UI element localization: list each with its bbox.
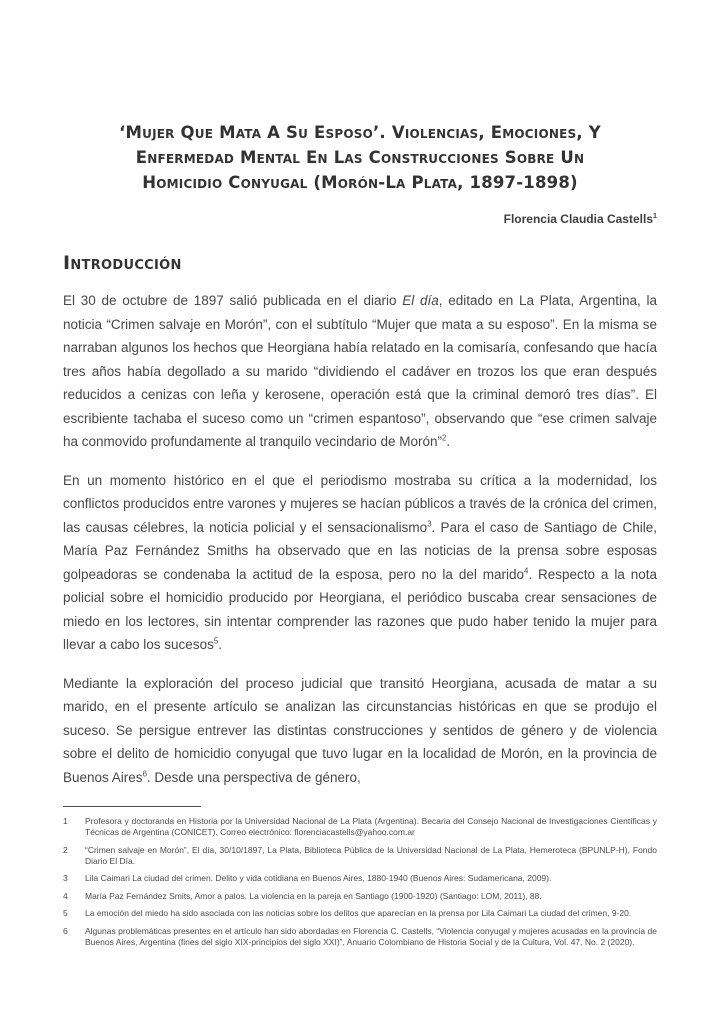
footnote-number: 6 [63, 925, 68, 936]
footnote-5 [63, 908, 657, 919]
article-title [70, 120, 650, 195]
footnote-number: 1 [63, 816, 68, 826]
footnote-number: 2 [63, 844, 68, 855]
footnote-3 [63, 873, 657, 884]
footnote-text: María Paz Fernández Smits, Amor a palos. La violencia en la pareja en Santiago (1900-1920) (Santiago: LOM, 2011), 88. [85, 890, 542, 901]
footnote-text: “Crimen salvaje en Morón”, El día, 30/10/1897, La Plata, Biblioteca Pública de la Universidad Nacional de La Plata, Hemeroteca (BPUNLP-H), Fondo Diario El Día. [85, 844, 657, 866]
footnote-6 [63, 926, 657, 948]
footnote-2 [63, 845, 657, 867]
author-byline [63, 211, 657, 226]
paragraph-1: El 30 de octubre de 1897 salió publicada en el diario El día, editado en La Plata, Argentina, la noticia “Crimen salvaje en Morón”, con el subtítulo “Mujer que mata a su esposo”. En la misma se narraban algunos los hechos que Heorgiana había relatado en la comisaría, confesando que hacía tres años había degollado a su marido “dividiendo el cadáver en trozos los que eran después reducidos a cenizas con leña y kerosene, operación está que la criminal demoró tres días”. El escribiente tachaba el suceso como un “crimen espantoso”, observando que “ese crimen salvaje ha conmovido profundamente al tranquilo vecindario de Morón”$^2$. [63, 293, 657, 449]
footnote-number: 5 [63, 908, 68, 918]
footnote-text: Lila Caimari La ciudad del crimen. Delito y vida cotidiana en Buenos Aires, 1880-1940 (Buenos Aires: Sudamericana, 2009). [85, 873, 552, 883]
title-line-3: Homicidio Conyugal (Morón-La Plata, 1897-1898) [142, 173, 578, 192]
footnote-number: 3 [63, 873, 68, 883]
paragraph-3: Mediante la exploración del proceso judicial que transitó Heorgiana, acusada de matar a su marido, en el presente artículo se analizan las circunstancias históricas en que se produjo el suceso. Se persigue entrever las distintas construcciones y sentidos de género y de violencia sobre el delito de homicidio conyugal que tuvo lugar en la localidad de Morón, en la provincia de Buenos Aires$^6$. Desde una perspectiva de género, [63, 675, 657, 785]
footnote-separator [63, 806, 201, 807]
paragraph-2: En un momento histórico en el que el periodismo mostraba su crítica a la modernidad, los conflictos producidos entre varones y mujeres se hacían públicos a través de la crónica del crimen, las causas célebres, la noticia policial y el sensacionalismo$^3$. Para el caso de Santiago de Chile, María Paz Fernández Smiths ha observado que en las noticias de la prensa sobre esposas golpeadoras se condenaba la actitud de la esposa, pero no la del marido$^4$. Respecto a la nota policial sobre el homicidio producido por Heorgiana, el periódico buscaba crear sensaciones de miedo en los lectores, sin intentar comprender las razones que pudo haber tenido la mujer para llevar a cabo los sucesos$^5$. [63, 472, 657, 652]
footnote-number: 4 [63, 890, 68, 901]
author-footnote-ref: 1 [653, 211, 657, 220]
footnote-text: La emoción del miedo ha sido asociada con las noticias sobre los delitos que aparecían en la prensa por Lila Caimari La ciudad del crimen, 9-20. [85, 908, 632, 918]
footnote-4 [63, 891, 657, 902]
title-line-2: Enfermedad Mental En Las Construcciones Sobre Un [135, 148, 585, 167]
article-header [63, 120, 657, 226]
footnote-text: Profesora y doctoranda en Historia por la Universidad Nacional de La Plata (Argentina). Becaria del Consejo Nacional de Investigaciones Científicas y Técnicas de Argentina (CONICET). Correo electrónico: florenciacastells@yahoo.com.ar [85, 816, 657, 837]
footnote-1 [63, 816, 657, 838]
footnote-text: Algunas problemáticas presentes en el artículo han sido abordadas en Florencia C. Castells, “Violencia conyugal y mujeres acusadas en la provincia de Buenos Aires, Argentina (fines del siglo XIX-principios del siglo XXI)”, Anuario Colombiano de Historia Social y de la Cultura, Vol. 47, No. 2 (2020). [85, 925, 657, 947]
section-heading-introduccion: Introducción [63, 252, 182, 274]
footnotes-section [63, 806, 657, 948]
title-line-1: ‘Mujer Que Mata A Su Esposo’. Violencias, Emociones, Y [119, 123, 601, 142]
author-name: Florencia Claudia Castells [503, 212, 653, 226]
